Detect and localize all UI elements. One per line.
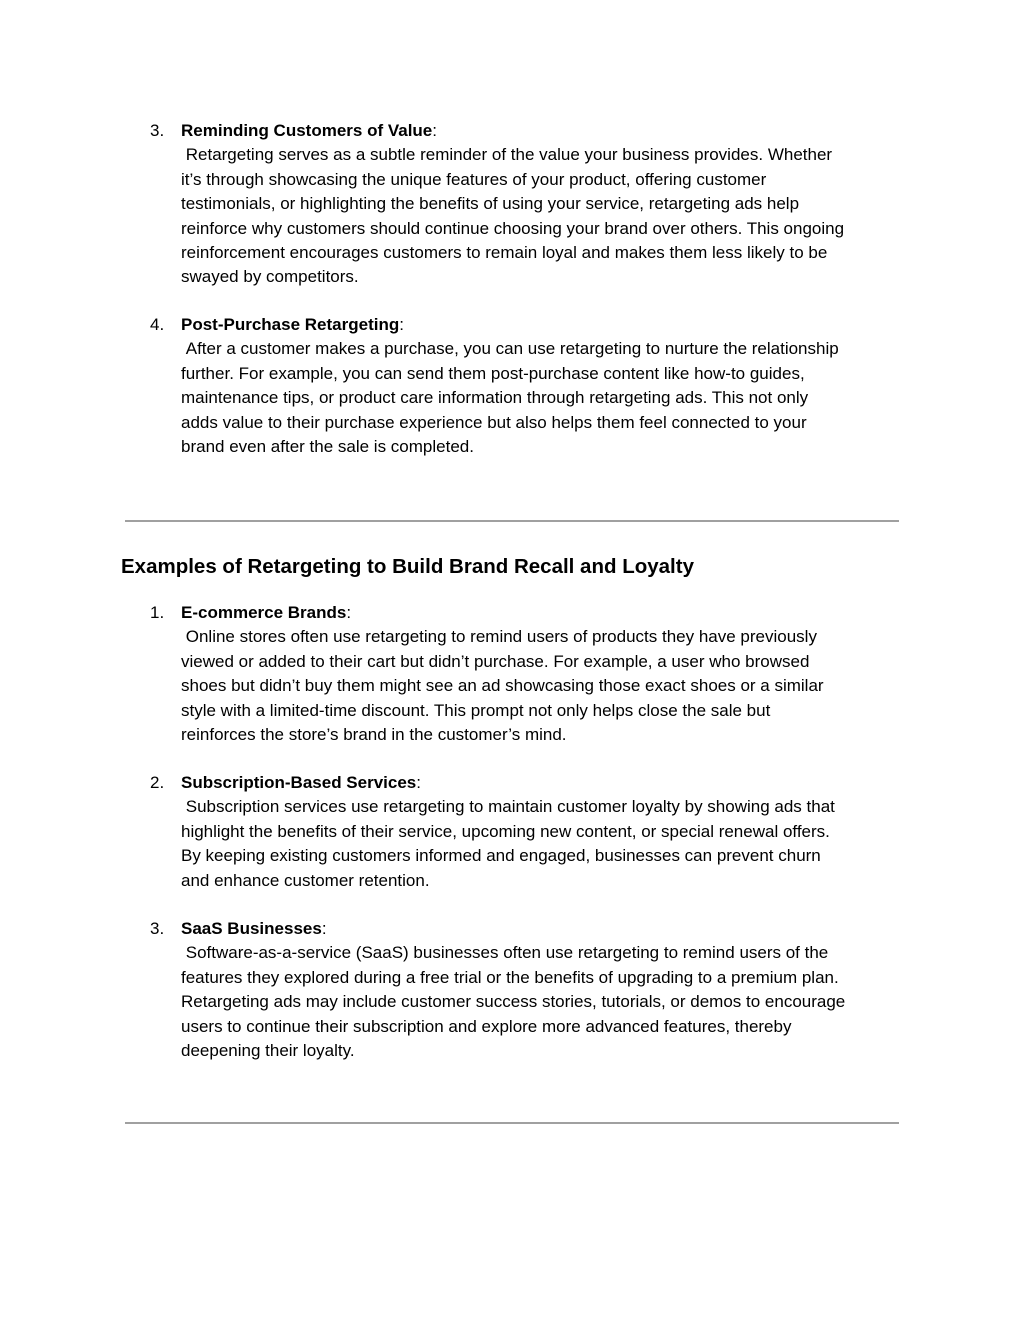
list-item-line: Subscription services use retargeting to maintain customer loyalty by showing ads that [181,797,835,817]
list-item-title: E-commerce Brands [181,603,347,622]
list-item [0,313,1024,459]
list-item-number: 1. [150,603,165,622]
horizontal-rule [125,1122,899,1124]
list-item-line: viewed or added to their cart but didn’t purchase. For example, a user who browsed [181,651,810,671]
list-item-line: After a customer makes a purchase, you can use retargeting to nurture the relationship [181,339,839,359]
list-item-line: shoes but didn’t buy them might see an ad showcasing those exact shoes or a similar [181,676,824,696]
horizontal-rule [125,520,899,522]
list-item-line: adds value to their purchase experience but also helps them feel connected to your [181,412,807,432]
list-item-body [181,771,903,893]
list-item-number: 3. [150,121,165,140]
list-item-line: features they explored during a free trial or the benefits of upgrading to a premium plan. [181,967,839,987]
list-item-line: reinforces the store’s brand in the customer’s mind. [181,725,567,745]
list-item [0,771,1024,917]
list-item [0,601,1024,771]
list-item-title: Post-Purchase Retargeting [181,315,400,334]
list-item-line: users to continue their subscription and explore more advanced features, thereby [181,1016,792,1036]
list-item-line: Online stores often use retargeting to remind users of products they have previously [181,627,817,647]
list-item-number: 2. [150,773,165,792]
list-item-body [181,119,903,290]
list-item-line: reinforce why customers should continue choosing your brand over others. This ongoing [181,218,845,238]
retargeting-examples-list [0,601,1024,1063]
list-item-body [181,313,903,459]
list-item-number: 4. [150,315,165,334]
list-item-title: SaaS Businesses [181,919,322,938]
list-item-line: it’s through showcasing the unique features of your product, offering customer [181,169,767,189]
list-item-line: maintenance tips, or product care information through retargeting ads. This not only [181,388,809,408]
list-item-line: further. For example, you can send them post-purchase content like how-to guides, [181,363,805,383]
list-item-title: Subscription-Based Services [181,773,417,792]
list-item-colon: : [432,121,437,140]
list-item-line: highlight the benefits of their service, upcoming new content, or special renewal offers. [181,821,830,841]
list-item [0,119,1024,313]
list-item-line: deepening their loyalty. [181,1041,355,1061]
retargeting-benefits-list [0,119,1024,459]
list-item-line: testimonials, or highlighting the benefits of using your service, retargeting ads help [181,194,800,214]
list-item-line: By keeping existing customers informed and engaged, businesses can prevent churn [181,846,821,866]
list-item-title: Reminding Customers of Value [181,121,433,140]
section-heading: Examples of Retargeting to Build Brand Recall and Loyalty [121,555,694,578]
list-item-line: reinforcement encourages customers to remain loyal and makes them less likely to be [181,243,828,263]
list-item-body [181,601,903,747]
list-item-colon: : [399,315,404,334]
list-item-line: style with a limited-time discount. This prompt not only helps close the sale but [181,700,771,720]
list-item-line: and enhance customer retention. [181,870,430,890]
list-item-number: 3. [150,919,165,938]
list-item-line: swayed by competitors. [181,267,359,287]
list-item-colon: : [346,603,352,622]
list-item-body [181,917,903,1063]
list-item-line: Retargeting ads may include customer success stories, tutorials, or demos to encourage [181,992,846,1012]
list-item [0,917,1024,1063]
list-item-colon: : [321,919,327,938]
list-item-line: Software-as-a-service (SaaS) businesses often use retargeting to remind users of the [181,943,829,963]
list-item-line: Retargeting serves as a subtle reminder of the value your business provides. Whether [181,145,833,165]
list-item-colon: : [416,773,421,792]
list-item-line: brand even after the sale is completed. [181,437,474,457]
